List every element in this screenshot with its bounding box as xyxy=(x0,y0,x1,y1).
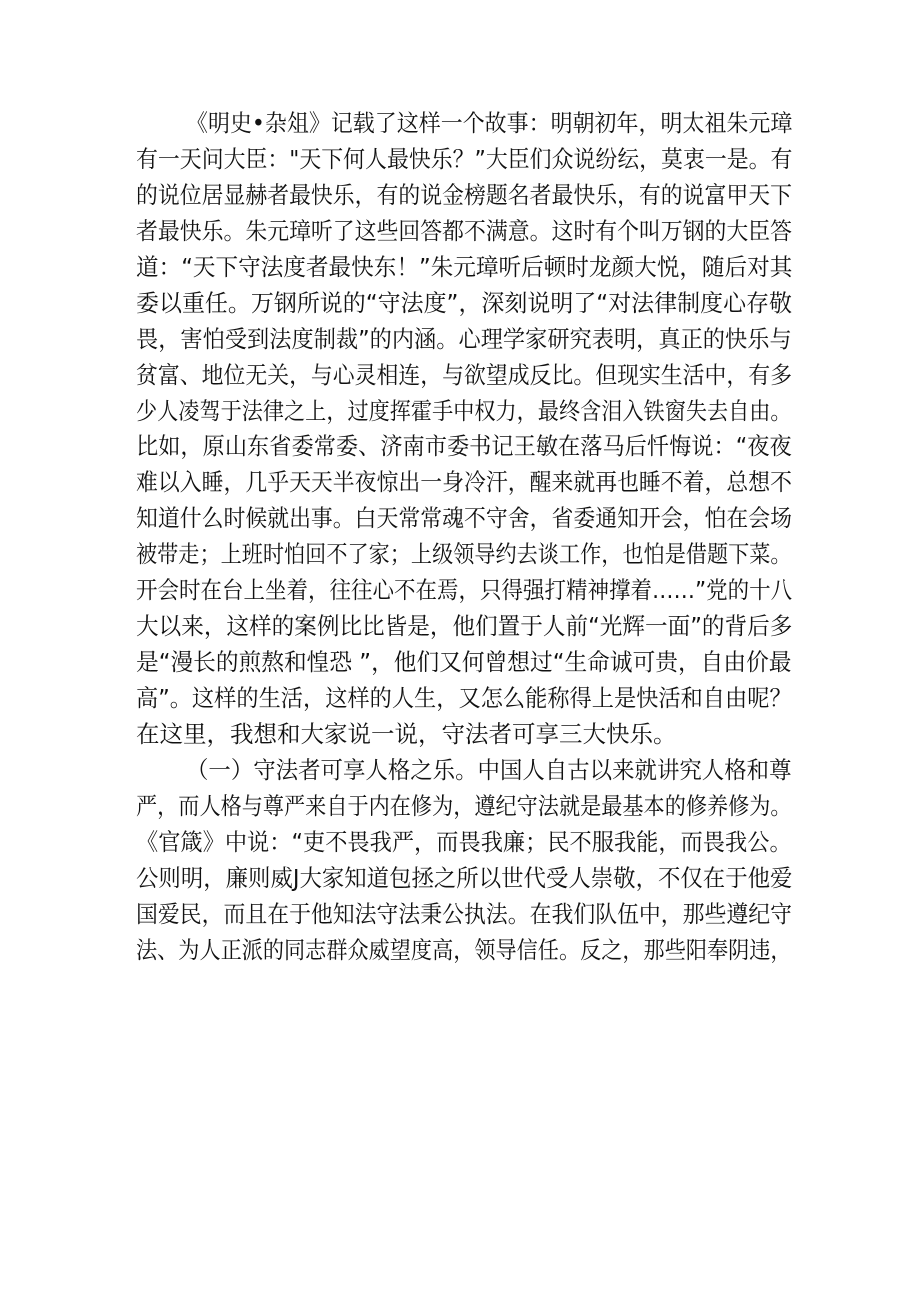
text-line-content: 公则明，廉则威J大家知道包拯之所以世代受人崇敬，不仅在于他爱 xyxy=(136,863,793,892)
text-line xyxy=(0,573,920,609)
text-line-content: 《官箴》中说：“吏不畏我严，而畏我廉；民不服我能，而畏我公。 xyxy=(136,827,792,856)
text-line xyxy=(0,537,920,573)
text-line-content: 的说位居显赫者最快乐，有的说金榜题名者最快乐，有的说富甲天下 xyxy=(136,180,793,209)
text-line xyxy=(0,394,920,430)
text-line xyxy=(0,897,920,933)
text-line-content: 知道什么时候就出事。白天常常魂不守舍，省委通知开会，怕在会场 xyxy=(136,504,793,533)
text-line xyxy=(0,178,920,214)
text-line-content: 在这里，我想和大家说一说，守法者可享三大快乐。 xyxy=(136,719,677,748)
body-text xyxy=(0,106,920,969)
text-line xyxy=(0,358,920,394)
text-line-content: 贫富、地位无关，与心灵相连，与欲望成反比。但现实生活中，有多 xyxy=(136,360,793,389)
text-line xyxy=(0,429,920,465)
text-line-content: 严，而人格与尊严来自于内在修为，遵纪守法就是最基本的修养修为。 xyxy=(136,791,792,820)
text-line-content: 大以来，这样的案例比比皆是，他们置于人前“光辉一面”的背后多 xyxy=(136,612,793,641)
text-line xyxy=(0,106,920,142)
text-line xyxy=(0,214,920,250)
text-line xyxy=(0,825,920,861)
text-line-content: 难以入睡，几乎天天半夜惊出一身冷汗，醒来就再也睡不着，总想不 xyxy=(136,468,793,497)
text-line-content: 委以重任。万钢所说的“守法度”，深刻说明了“对法律制度心存敬 xyxy=(136,288,793,317)
text-line xyxy=(0,933,920,969)
text-line-content: 国爱民，而且在于他知法守法秉公执法。在我们队伍中，那些遵纪守 xyxy=(136,899,793,928)
text-line-content: 被带走；上班时怕回不了家；上级领导约去谈工作，也怕是借题下菜。 xyxy=(136,540,792,569)
text-line-content: 法、为人正派的同志群众威望度高，领导信任。反之，那些阳奉阴违， xyxy=(136,935,792,964)
text-line xyxy=(0,142,920,178)
text-line-content: 者最快乐。朱元璋听了这些回答都不满意。这时有个叫万钢的大臣答 xyxy=(136,216,793,245)
text-line-content: 比如，原山东省委常委、济南市委书记王敏在落马后忏悔说：“夜夜 xyxy=(136,432,792,461)
text-line xyxy=(0,861,920,897)
text-line-content: 畏，害怕受到法度制裁”的内涵。心理学家研究表明，真正的快乐与 xyxy=(136,324,792,353)
text-line-content: 道：“天下守法度者最快东！”朱元璋听后顿时龙颜大悦，随后对其 xyxy=(136,252,793,281)
text-line-content: 开会时在台上坐着，往往心不在焉，只得强打精神撑着……”党的十八 xyxy=(136,576,793,605)
text-line-content: 有一天问大臣："天下何人最快乐？”大臣们众说纷纭，莫衷一是。有 xyxy=(136,144,793,173)
text-line-content: 是“漫长的煎熬和惶恐 ”，他们又何曾想过“生命诚可贵，自由价最 xyxy=(136,648,792,677)
text-line xyxy=(0,322,920,358)
text-line xyxy=(0,645,920,681)
text-line-content: （一）守法者可享人格之乐。中国人自古以来就讲究人格和尊 xyxy=(186,755,792,784)
text-line-content: 《明史•杂俎》记载了这样一个故事：明朝初年，明太祖朱元璋 xyxy=(186,109,793,137)
text-line-content: 高”。这样的生活，这样的人生，又怎么能称得上是快活和自由呢？ xyxy=(136,684,792,712)
text-line xyxy=(0,286,920,322)
text-line xyxy=(0,681,920,717)
text-line xyxy=(0,465,920,501)
text-line xyxy=(0,250,920,286)
text-line xyxy=(0,609,920,645)
text-line xyxy=(0,501,920,537)
text-line xyxy=(0,717,920,753)
text-line-content: 少人凌驾于法律之上，过度挥霍手中权力，最终含泪入铁窗失去自由。 xyxy=(136,396,792,425)
text-line xyxy=(0,789,920,825)
text-line xyxy=(0,753,920,789)
